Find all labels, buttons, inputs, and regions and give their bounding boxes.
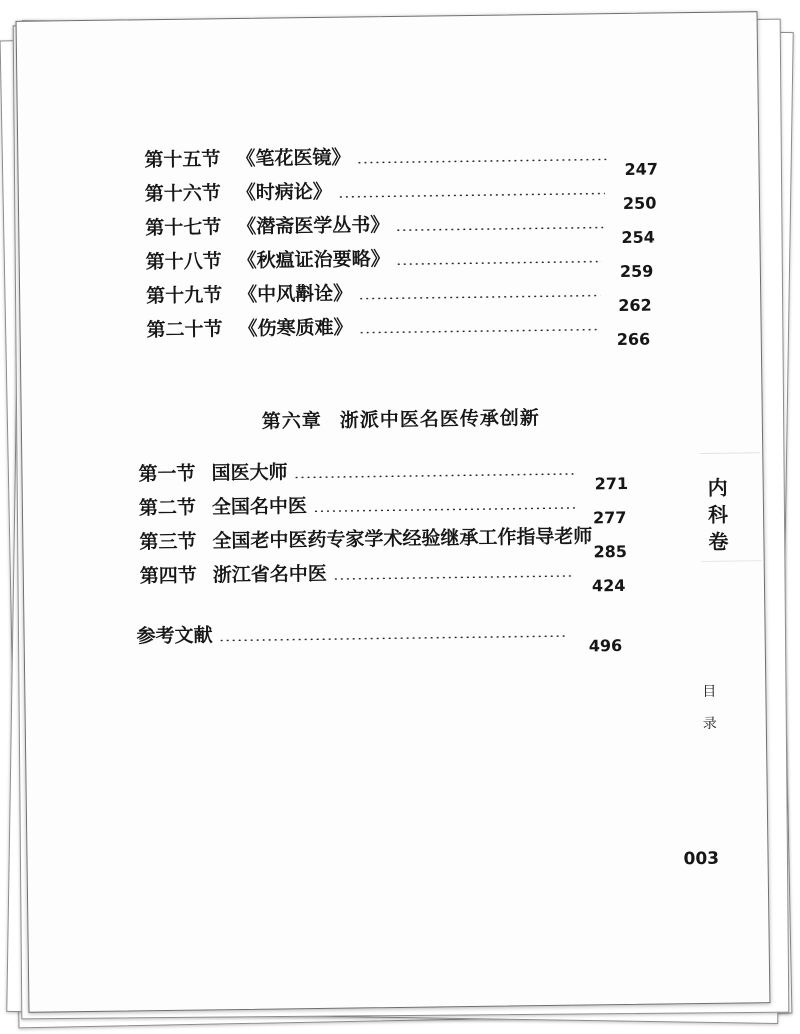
chapter-label: 第六章: [261, 409, 322, 433]
section-number: 第三节: [139, 530, 197, 554]
section-title: 全国老中医药专家学术经验继承工作指导老师: [212, 525, 593, 553]
section-title: 《秋瘟证治要略》: [237, 248, 390, 273]
section-title: 《笔花医镜》: [236, 146, 351, 171]
section-title: 《潜斋医学丛书》: [237, 214, 390, 239]
chapter-title: 浙派中医名医传承创新: [339, 407, 540, 432]
divider: [702, 560, 762, 562]
toc-entry[interactable]: [146, 312, 651, 350]
toc-label: [697, 676, 722, 740]
toc-entry[interactable]: [138, 491, 627, 528]
page-number: 003: [683, 848, 720, 870]
volume-char: 科: [707, 502, 729, 527]
toc-entry[interactable]: [145, 210, 655, 247]
toc-page: [16, 11, 771, 1013]
dot-leader: [356, 158, 606, 163]
toc-entry[interactable]: [144, 176, 657, 213]
volume-char: 卷: [708, 529, 729, 554]
toc-char: 目: [702, 683, 717, 700]
page-ref: 247: [624, 159, 659, 179]
toc-entry-references[interactable]: [136, 619, 623, 656]
dot-leader: [395, 226, 603, 231]
page-ref: 424: [591, 575, 626, 596]
section-number: 第二节: [138, 496, 197, 520]
toc-entry[interactable]: [145, 244, 654, 282]
toc-entry[interactable]: [139, 525, 628, 562]
dot-leader: [219, 635, 567, 642]
page-ref: 266: [616, 329, 651, 350]
toc-entry[interactable]: [146, 278, 652, 316]
page-ref: 254: [621, 227, 655, 247]
page-ref: 285: [593, 541, 628, 562]
page-ref: 262: [618, 295, 652, 316]
dot-leader: [396, 260, 602, 265]
section-title: 《中风斠诠》: [238, 282, 353, 307]
dot-leader: [333, 575, 572, 580]
toc-entry[interactable]: [139, 559, 626, 596]
page-ref: 496: [588, 636, 623, 656]
section-number: 第十六节: [144, 182, 221, 206]
dot-leader: [338, 192, 605, 197]
page-ref: 277: [592, 507, 627, 528]
page-ref: 271: [594, 473, 629, 494]
dot-leader: [358, 294, 600, 299]
toc-entry[interactable]: [138, 456, 629, 494]
references-label: 参考文献: [136, 624, 213, 648]
section-number: 第四节: [139, 564, 197, 588]
volume-char: 内: [707, 475, 728, 500]
dot-leader: [313, 507, 575, 512]
section-number: 第十五节: [144, 148, 221, 172]
section-title: 浙江省名中医: [212, 562, 327, 587]
toc-char: 录: [702, 715, 717, 732]
chapter-heading[interactable]: [262, 403, 540, 434]
dot-leader: [359, 328, 599, 333]
section-title: 全国名中医: [211, 495, 308, 519]
section-title: 《伤寒质难》: [238, 316, 353, 341]
page-ref: 250: [622, 193, 657, 213]
section-number: 第一节: [138, 462, 196, 486]
dot-leader: [294, 473, 577, 479]
section-number: 第二十节: [146, 318, 223, 342]
section-number: 第十八节: [145, 250, 222, 274]
page-ref: 259: [619, 261, 654, 282]
divider: [700, 452, 760, 454]
section-number: 第十九节: [146, 284, 223, 308]
section-title: 国医大师: [211, 461, 288, 485]
volume-label: [706, 475, 731, 556]
section-title: 《时病论》: [236, 180, 332, 205]
section-number: 第十七节: [145, 216, 222, 240]
toc-entry[interactable]: [144, 142, 659, 179]
